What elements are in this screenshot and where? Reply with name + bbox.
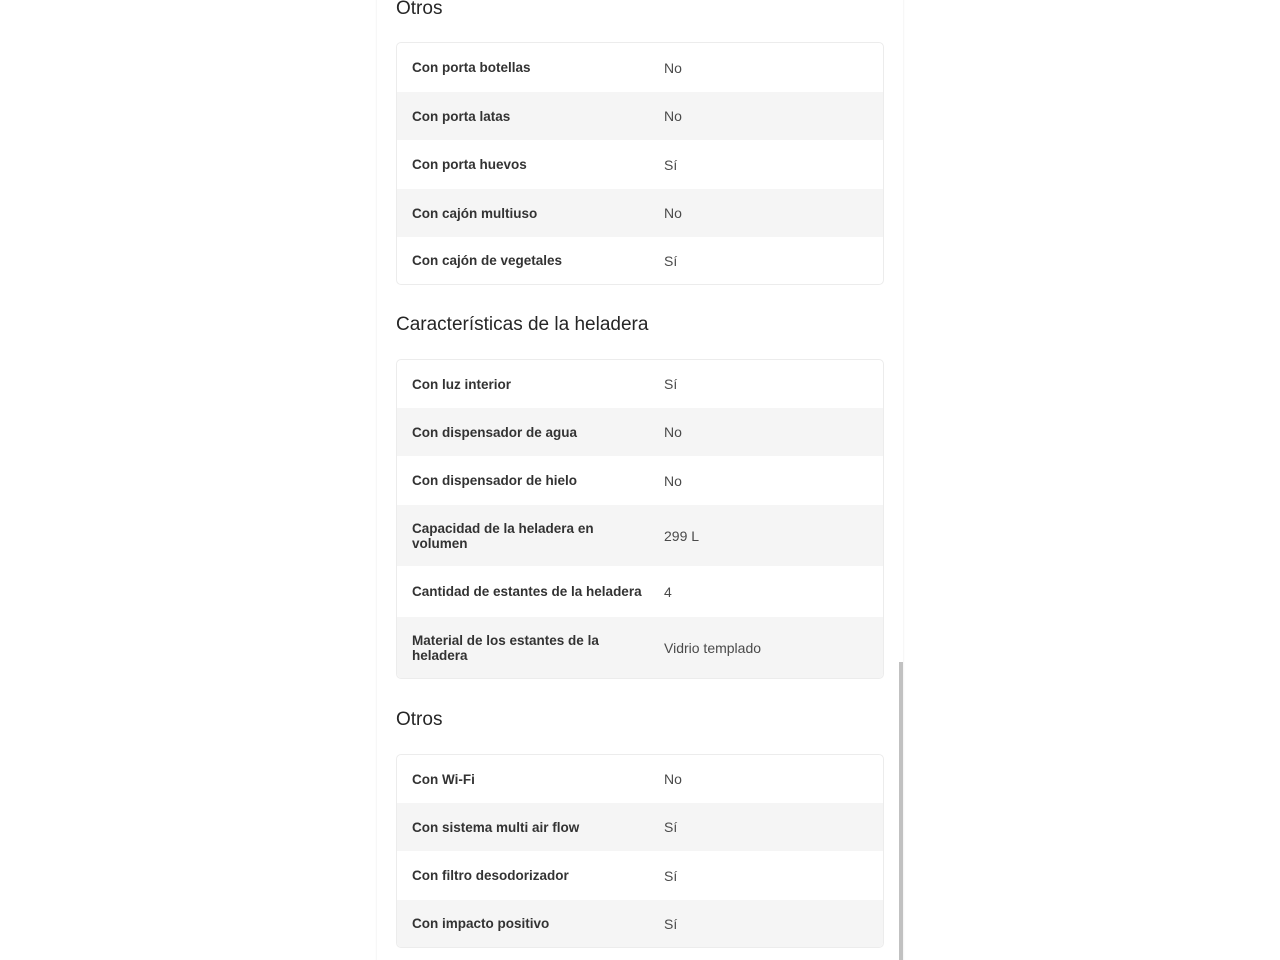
spec-value: No xyxy=(664,59,682,76)
spec-label: Con cajón de vegetales xyxy=(412,253,563,268)
spec-value: Vidrio templado xyxy=(664,639,762,656)
table-row xyxy=(397,43,883,92)
table-row xyxy=(397,237,883,284)
table-row xyxy=(397,505,883,566)
spec-label: Material de los estantes de la heladera xyxy=(412,632,599,663)
table-row xyxy=(397,360,883,408)
spec-label: Con porta huevos xyxy=(412,157,527,172)
spec-label: Con filtro desodorizador xyxy=(412,868,569,883)
spec-label: Con dispensador de hielo xyxy=(412,473,578,488)
spec-label: Con cajón multiuso xyxy=(412,205,538,221)
spec-value: No xyxy=(664,424,682,440)
spec-table xyxy=(396,754,884,948)
spec-value: 4 xyxy=(664,583,672,600)
spec-value: No xyxy=(664,472,682,489)
spec-value: No xyxy=(664,108,682,124)
spec-value: Sí xyxy=(664,819,678,835)
spec-value: Sí xyxy=(664,867,678,884)
spec-value: Sí xyxy=(664,156,678,173)
table-row xyxy=(397,617,883,678)
table-row xyxy=(397,851,883,900)
spec-table xyxy=(396,42,884,285)
spec-value: Sí xyxy=(664,376,678,392)
table-row xyxy=(397,803,883,851)
spec-label: Con porta latas xyxy=(412,108,511,124)
spec-label: Con Wi-Fi xyxy=(412,771,475,787)
spec-label: Con sistema multi air flow xyxy=(412,819,580,835)
spec-label: Con luz interior xyxy=(412,376,511,392)
table-row xyxy=(397,189,883,237)
scrollbar-thumb[interactable] xyxy=(899,662,903,960)
spec-label: Con dispensador de agua xyxy=(412,424,578,440)
spec-value: No xyxy=(664,771,682,787)
spec-label: Con porta botellas xyxy=(412,60,531,75)
section-title: Otros xyxy=(396,0,443,19)
spec-value: Sí xyxy=(664,252,678,269)
section-title: Características de la heladera xyxy=(396,314,649,335)
table-row xyxy=(397,140,883,189)
table-row xyxy=(397,456,883,505)
table-row xyxy=(397,755,883,803)
table-row xyxy=(397,566,883,617)
spec-value: Sí xyxy=(664,915,678,932)
spec-label: Capacidad de la heladera en volumen xyxy=(412,520,594,551)
spec-label: Cantidad de estantes de la heladera xyxy=(412,584,642,599)
section-title: Otros xyxy=(396,709,443,730)
table-row xyxy=(397,92,883,140)
spec-table xyxy=(396,359,884,679)
spec-value: 299 L xyxy=(664,527,700,544)
table-row xyxy=(397,408,883,456)
spec-value: No xyxy=(664,205,682,221)
table-row xyxy=(397,900,883,947)
spec-label: Con impacto positivo xyxy=(412,916,550,931)
